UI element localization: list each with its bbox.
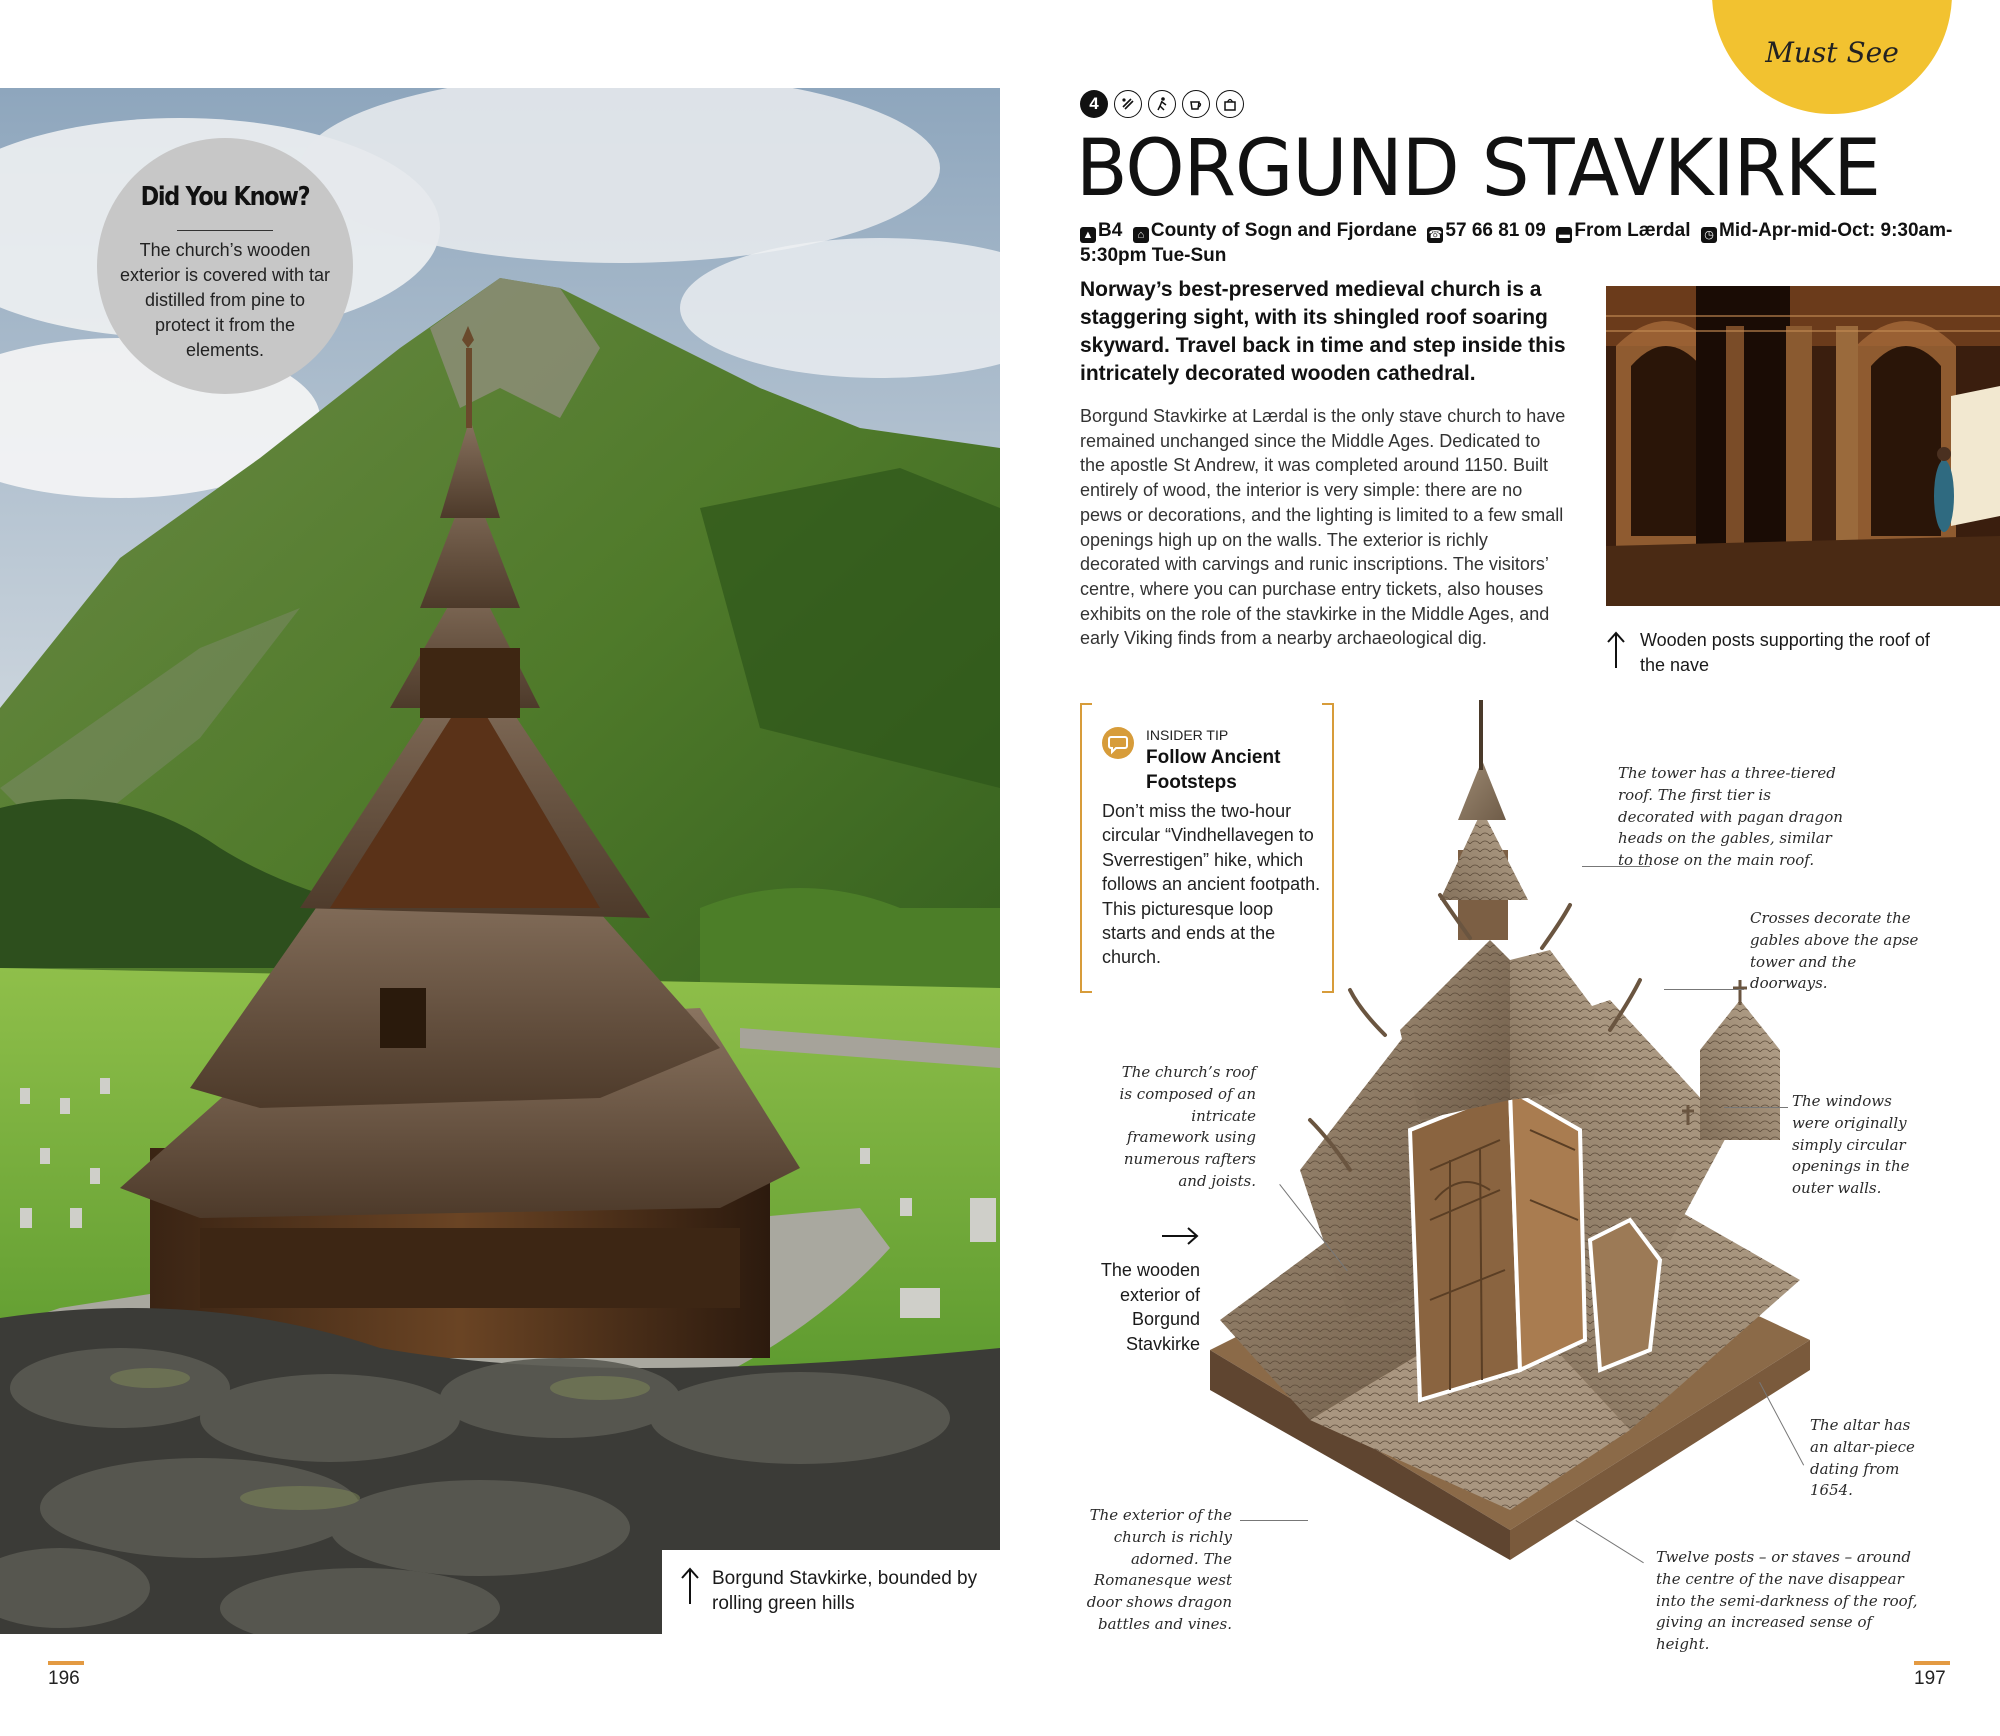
insider-tip-label: INSIDER TIP bbox=[1146, 727, 1229, 743]
must-see-label: Must See bbox=[1765, 36, 1899, 69]
insider-tip-text: Don’t miss the two-hour circular “Vindhellavegen to Sverrestigen” hike, which follows an ancient footpath. This picturesque loop starts and ends at the church. bbox=[1102, 801, 1321, 968]
practical-info bbox=[1080, 218, 1960, 268]
bus-icon: ▬ bbox=[1556, 227, 1572, 243]
page-number-left: 196 bbox=[48, 1668, 80, 1689]
leader-exterior bbox=[1240, 1520, 1308, 1521]
page-title: BORGUND STAVKIRKE bbox=[1076, 124, 1880, 214]
illustration-caption bbox=[1060, 1240, 1200, 1356]
must-see-badge bbox=[1712, 0, 1952, 114]
phone-icon: ☎ bbox=[1428, 229, 1443, 241]
guided-tours-icon bbox=[1114, 90, 1142, 118]
speech-bubble-icon bbox=[1102, 727, 1134, 759]
shop-icon bbox=[1216, 90, 1244, 118]
arrow-right-icon bbox=[1160, 1226, 1200, 1246]
address: County of Sogn and Fjordane bbox=[1150, 220, 1417, 241]
page-number-right: 197 bbox=[1914, 1668, 1946, 1689]
map-ref-icon: ▲ bbox=[1080, 227, 1096, 243]
photo-caption bbox=[662, 1550, 1000, 1634]
annotation-posts: Twelve posts – or staves – around the centre of the nave disappear into the semi-darkness of the roof, giving an increased sense of height. bbox=[1656, 1548, 1918, 1654]
nave-photo-caption-text: Wooden posts supporting the roof of the nave bbox=[1640, 630, 1930, 675]
annotation-windows: The windows were originally simply circular openings in the outer walls. bbox=[1792, 1092, 1910, 1198]
nave-interior-photo bbox=[1606, 286, 2000, 606]
illustration-caption-text: The wooden exterior of Borgund Stavkirke bbox=[1100, 1260, 1200, 1354]
annotation-exterior: The exterior of the church is richly adorned. The Romanesque west door shows dragon battles and vines. bbox=[1086, 1506, 1232, 1633]
insider-tip-title: Follow Ancient Footsteps bbox=[1146, 747, 1281, 793]
address-icon: ⌂ bbox=[1133, 227, 1149, 243]
entry-icon-row bbox=[1080, 90, 1244, 120]
page-number-rule-left bbox=[48, 1661, 84, 1665]
annotation-roof: The church’s roof is composed of an intricate framework using numerous rafters and joists. bbox=[1119, 1063, 1256, 1190]
annotation-altar: The altar has an altar-piece dating from 1654. bbox=[1810, 1416, 1915, 1500]
lead-paragraph: Norway’s best-preserved medieval church is a staggering sight, with its shingled roof soaring skyward. Travel back in time and step inside this intricately decorated wooden cathedral. bbox=[1080, 278, 1566, 385]
cafe-icon bbox=[1182, 90, 1210, 118]
tip-bracket-left bbox=[1080, 703, 1092, 993]
annotation-crosses: Crosses decorate the gables above the apse tower and the doorways. bbox=[1750, 909, 1919, 993]
annotation-tower: The tower has a three-tiered roof. The first tier is decorated with pagan dragon heads on the gables, similar to those on the main roof. bbox=[1618, 764, 1843, 870]
did-you-know-divider bbox=[177, 230, 273, 231]
hiking-icon bbox=[1148, 90, 1176, 118]
photo-caption-text: Borgund Stavkirke, bounded by rolling green hills bbox=[712, 1568, 978, 1614]
phone: 57 66 81 09 bbox=[1445, 220, 1546, 241]
opening-hours: Mid-Apr-mid-Oct: 9:30am-5:30pm Tue-Sun bbox=[1080, 220, 1953, 266]
clock-icon: ◷ bbox=[1701, 227, 1717, 243]
body-paragraph: Borgund Stavkirke at Lærdal is the only stave church to have remained unchanged since the Middle Ages. Dedicated to the apostle St Andrew, it was completed around 1150. Built entirely of wood, the interior is very simple: there are no pews or decorations, and the lighting is limited to a few small openings high up on the walls. The exterior is richly decorated with carvings and runic inscriptions. The visitors’ centre, where you can purchase entry tickets, also houses exhibits on the role of the stavkirke in the Middle Ages, and early Viking finds from a nearby archaeological dig. bbox=[1080, 406, 1566, 649]
transport: From Lærdal bbox=[1574, 220, 1691, 241]
arrow-up-icon bbox=[1606, 630, 1626, 670]
did-you-know-text: The church’s wooden exterior is covered with tar distilled from pine to protect it from the elements. bbox=[119, 240, 331, 360]
entry-number: 4 bbox=[1080, 90, 1108, 118]
did-you-know-title: Did You Know? bbox=[140, 182, 310, 212]
leader-crosses bbox=[1664, 989, 1744, 990]
map-ref: B4 bbox=[1098, 220, 1123, 241]
page-number-rule-right bbox=[1914, 1661, 1950, 1665]
arrow-up-icon bbox=[680, 1566, 700, 1606]
leader-windows bbox=[1724, 1107, 1788, 1108]
did-you-know-callout bbox=[97, 138, 353, 394]
